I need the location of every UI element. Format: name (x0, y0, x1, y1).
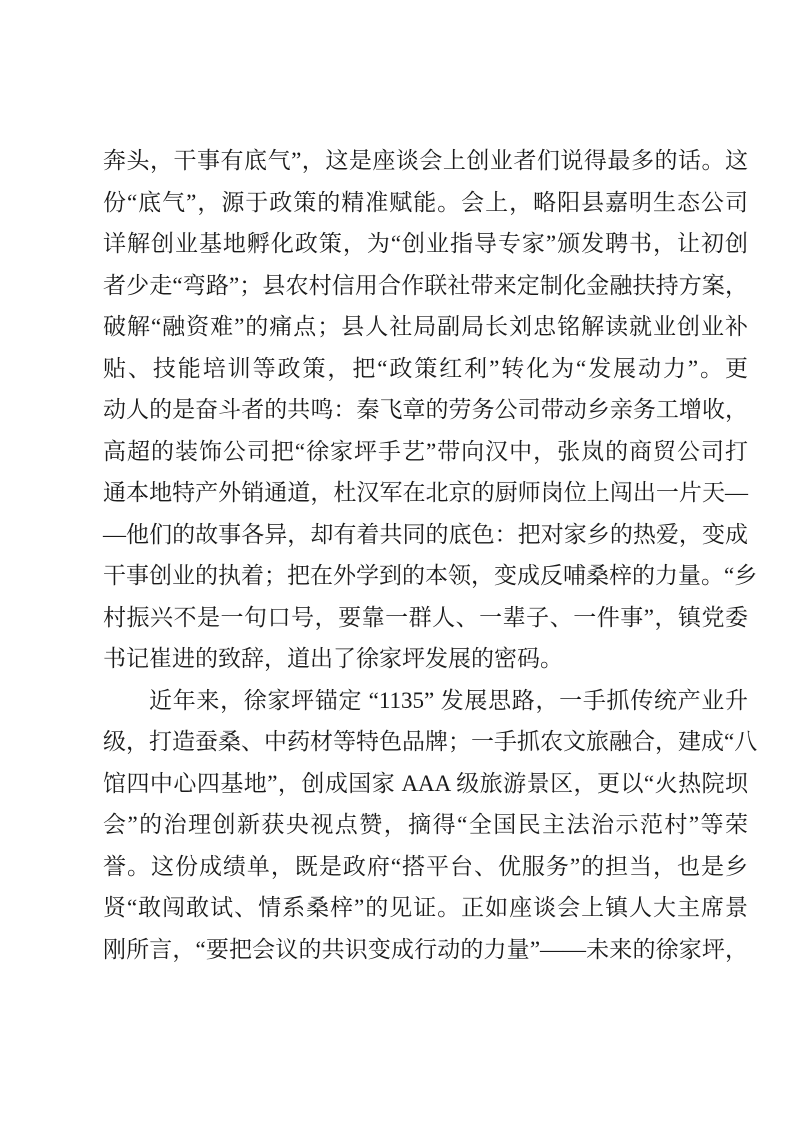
text-line: 馆四中心四基地”，创成国家 AAA 级旅游景区，更以“火热院坝 (103, 770, 748, 796)
body-text (103, 140, 758, 970)
text-line: 贤“敢闯敢试、情系桑梓”的见证。正如座谈会上镇人大主席景 (103, 895, 748, 920)
text-line: 村振兴不是一句口号，要靠一群人、一辈子、一件事”，镇党委 (103, 604, 748, 630)
text-line: 级，打造蚕桑、中药材等特色品牌；一手抓农文旅融合，建成“八 (103, 729, 758, 754)
text-line: —他们的故事各异，却有着共同的底色：把对家乡的热爱，变成 (103, 521, 748, 547)
text-line: 干事创业的执着；把在外学到的本领，变成反哺桑梓的力量。“乡 (103, 563, 758, 588)
text-line: 详解创业基地孵化政策，为“创业指导专家”颁发聘书，让初创 (103, 231, 748, 256)
text-line: 者少走“弯路”；县农村信用合作联社带来定制化金融扶持方案， (103, 272, 748, 298)
text-line: 通本地特产外销通道，杜汉军在北京的厨师岗位上闯出一片天— (103, 480, 748, 505)
text-line: 奔头，干事有底气”，这是座谈会上创业者们说得最多的话。这 (103, 148, 748, 173)
text-line: 破解“融资难”的痛点；县人社局副局长刘忠铭解读就业创业补 (103, 314, 748, 339)
text-line: 动人的是奋斗者的共鸣：秦飞章的劳务公司带动乡亲务工增收， (103, 397, 748, 422)
text-line: 贴、技能培训等政策，把“政策红利”转化为“发展动力”。更 (103, 355, 748, 381)
text-line: 会”的治理创新获央视点赞，摘得“全国民主法治示范村”等荣 (103, 812, 748, 837)
text-line: 高超的装饰公司把“徐家坪手艺”带向汉中，张岚的商贸公司打 (103, 438, 748, 464)
text-line: 份“底气”，源于政策的精准赋能。会上，略阳县嘉明生态公司 (103, 189, 748, 215)
text-line: 誉。这份成绩单，既是政府“搭平台、优服务”的担当，也是乡 (103, 853, 748, 879)
text-line: 刚所言，“要把会议的共识变成行动的力量”——未来的徐家坪， (103, 936, 748, 962)
text-line: 近年来，徐家坪锚定 “1135” 发展思路，一手抓传统产业升 (149, 687, 748, 713)
text-line: 书记崔进的致辞，道出了徐家坪发展的密码。 (103, 646, 563, 671)
